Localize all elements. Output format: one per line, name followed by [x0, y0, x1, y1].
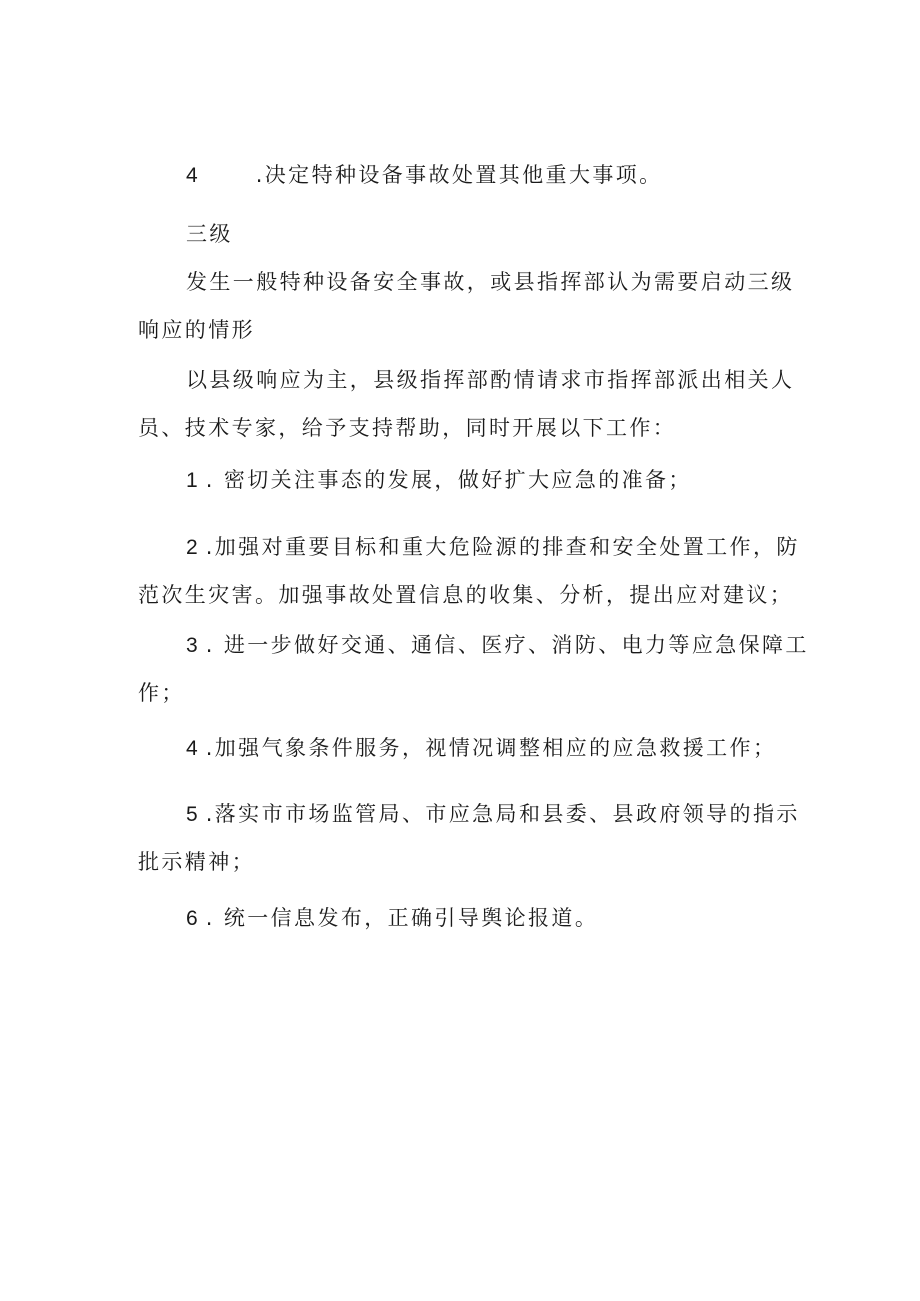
list-item-4-number: 4 — [186, 737, 198, 760]
list-item-5-continuation: 批示精神； — [138, 850, 255, 874]
list-item-3-continuation: 作； — [138, 681, 185, 705]
list-item-2-continuation: 范次生灾害。加强事故处置信息的收集、分析，提出应对建议； — [138, 583, 794, 607]
list-item-6 — [186, 903, 846, 934]
list-item-5-number: 5 — [186, 803, 198, 826]
list-item-4-text: .加强气象条件服务，视情况调整相应的应急救援工作； — [205, 736, 777, 760]
condition-line-1: 发生一般特种设备安全事故，或县指挥部认为需要启动三级 — [186, 270, 795, 294]
condition-line-2: 响应的情形 — [138, 318, 255, 342]
item-4-number: 4 — [186, 164, 198, 187]
list-item-2-text: .加强对重要目标和重大危险源的排查和安全处置工作，防 — [205, 535, 800, 559]
response-line-1: 以县级响应为主，县级指挥部酌情请求市指挥部派出相关人 — [186, 368, 795, 392]
list-item-1 — [186, 465, 846, 496]
list-item-2-number: 2 — [186, 536, 198, 559]
list-item-4 — [186, 733, 846, 764]
response-line-2: 员、技术专家，给予支持帮助，同时开展以下工作： — [138, 416, 677, 440]
list-item-3-number: 3 — [186, 634, 198, 657]
list-item-1-text: . 密切关注事态的发展，做好扩大应急的准备； — [205, 468, 692, 492]
list-item-2 — [186, 532, 846, 563]
section-heading-level3: 三级 — [186, 222, 233, 246]
list-item-1-number: 1 — [186, 469, 198, 492]
list-item-3-text: . 进一步做好交通、通信、医疗、消防、电力等应急保障工 — [205, 633, 809, 657]
item-4-text: .决定特种设备事故处置其他重大事项。 — [255, 163, 663, 187]
list-item-6-number: 6 — [186, 907, 198, 930]
list-item-3 — [186, 630, 846, 661]
list-item-5 — [186, 799, 846, 830]
list-item-5-text: .落实市市场监管局、市应急局和县委、县政府领导的指示 — [205, 802, 800, 826]
list-item-6-text: . 统一信息发布，正确引导舆论报道。 — [205, 906, 599, 930]
item-4-decide-line — [186, 160, 846, 191]
